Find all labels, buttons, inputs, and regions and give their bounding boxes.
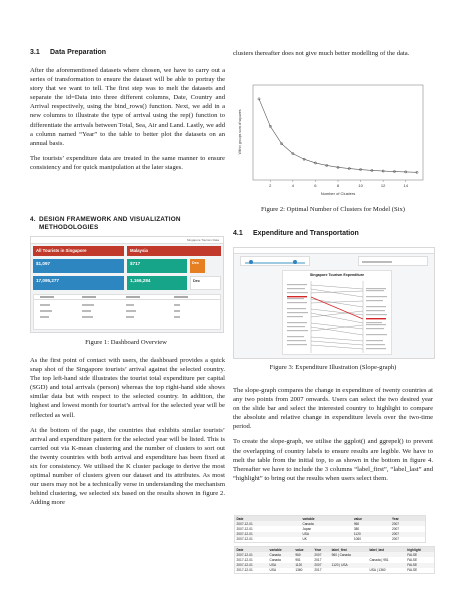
column-header: label_last <box>368 547 406 552</box>
tile-value: Dec <box>193 279 200 283</box>
x-tick-label: 14 <box>403 183 408 188</box>
plot-area <box>253 85 423 180</box>
slope-line <box>311 291 363 293</box>
slope-graph-description <box>233 386 433 483</box>
highlighted-slope-line <box>311 297 363 319</box>
continued-paragraph <box>233 49 433 58</box>
paragraph: The tourists’ expenditure data are treated in the same manner to ensure consistency and for quick manipulation at the later stages. <box>30 154 225 171</box>
dashboard-description <box>30 356 225 508</box>
tile-value: 1,166,284 <box>130 278 151 283</box>
figure-caption: Figure 3: Expenditure Illustration (Slope-graph) <box>269 364 397 371</box>
paragraph: At the bottom of the page, the countries that exhibits similar tourists’ arrival and expenditure pattern for the selected year will be listed. This is carried out via K-mean clustering and the number of clusters to sort out the twenty countries with both arrival and expenditure has been fixed at six for consistency. We utilised the K cluster package to derive the most optimal number of clusters given our dataset and its attributes. As most our users may not be a technically verse in understanding the mechanism behind clustering, we selected six based on the results shown in figure 2. Adding more <box>30 426 225 507</box>
slope-chart-title: Singapore Tourism Expenditure <box>309 273 365 277</box>
paragraph: clusters thereafter does not give much better modelling of the data. <box>233 50 410 57</box>
column-header: highlight <box>406 547 434 552</box>
highest-month-tile <box>190 259 205 273</box>
long-data-table <box>235 547 434 573</box>
slope-chart <box>283 279 391 355</box>
column-header: variable <box>301 516 352 521</box>
cluster-chart-figure <box>233 80 433 200</box>
wide-table-figure <box>234 515 426 543</box>
tile-value: Dec <box>192 261 199 265</box>
expenditure-tile <box>33 259 124 273</box>
column-header: Year <box>390 516 425 521</box>
section-body <box>30 66 225 172</box>
column-header: value <box>294 547 313 552</box>
table-cell: 1120 <box>352 532 390 537</box>
section-number: 3.1 <box>30 49 40 56</box>
figure-caption: Figure 2: Optimal Number of Clusters for Model (Six) <box>261 206 405 213</box>
dashboard-header-right <box>127 246 221 256</box>
table-cell: Canada <box>269 557 281 562</box>
wide-data-table <box>235 516 425 542</box>
slope-chart-panel <box>282 270 392 355</box>
section-heading <box>30 49 106 56</box>
x-tick-label: 4 <box>291 183 294 188</box>
table-cell: USA <box>268 563 294 568</box>
x-tick-label: 2 <box>269 183 272 188</box>
slope-line <box>311 313 363 323</box>
figure-caption: Figure 1: Dashboard Overview <box>85 339 167 346</box>
table-cell: USA <box>269 568 277 573</box>
table-cell: 1360 <box>295 568 303 573</box>
slider-handle[interactable] <box>249 260 253 264</box>
tile-value: $717 <box>130 261 141 266</box>
table-cell: 1120 <box>294 563 313 568</box>
table-cell: 2017 <box>314 557 322 562</box>
table-cell: UK <box>302 537 307 542</box>
section-title: DESIGN FRAMEWORK AND VISUALIZATION <box>39 216 181 223</box>
column-header: value <box>352 516 390 521</box>
lowest-month-tile <box>190 276 221 290</box>
section-title-continued: METHODOLOGIES <box>39 224 99 231</box>
table-cell: USA <box>301 532 352 537</box>
x-axis-label: Number of Clusters <box>320 191 356 196</box>
slope-line <box>311 341 363 345</box>
country-expenditure-tile <box>127 259 187 273</box>
table-cell: 1060 <box>353 537 361 542</box>
tile-value: 17,095,277 <box>36 278 59 283</box>
slope-line <box>311 337 363 341</box>
x-tick-label: 6 <box>314 183 317 188</box>
table-cell: 2017 <box>314 568 322 573</box>
column-header: variable <box>268 547 294 552</box>
dashboard-header-left-title: All Tourists in Singapore <box>36 248 87 253</box>
table-cell: 960 <box>294 552 313 557</box>
table-cell: 2007 <box>391 537 400 542</box>
section-title: Expenditure and Transportation <box>253 230 359 237</box>
table-cell: 2017-12-01 <box>236 557 253 562</box>
table-cell: 2007 <box>391 526 400 531</box>
table-row <box>235 568 434 573</box>
column-header: Date <box>235 516 301 521</box>
table-cell: 1120 | USA <box>330 563 368 568</box>
slope-line <box>311 285 363 289</box>
table-cell: Canada <box>268 552 294 557</box>
slope-line <box>311 301 363 303</box>
cluster-table <box>33 294 221 330</box>
table-cell <box>330 568 368 573</box>
table-cell: 2007 <box>313 563 330 568</box>
table-cell: 2017-12-01 <box>236 568 253 573</box>
table-cell: 2007-12-01 <box>235 521 301 526</box>
elbow-chart <box>233 80 433 200</box>
tile-value: $1,097 <box>36 261 51 266</box>
slope-line <box>311 345 363 349</box>
table-cell: 2007-12-01 <box>235 563 268 568</box>
table-cell: 2007-12-01 <box>236 537 253 542</box>
dashboard-figure <box>30 236 224 333</box>
paragraph: The slope-graph compares the change in expenditure of twenty countries at any two points from 2007 onwards. Users can select the two desired year on the slide bar and select the interested country to highlight to compare the absolute and relative change in expenditure levels over the two-time period. <box>233 387 433 431</box>
table-cell: USA | 1360 <box>369 568 386 573</box>
slope-graph-figure <box>233 247 435 359</box>
paragraph: To create the slope-graph, we utilise the ggplot() and ggrepel() to prevent the overlapping of country labels to ensure results are legible. We have to melt the table from the initial top, to as shown in the bottom in figure 4. Thereafter we have to include the 3 columns “label_first”, “label_last” and “highlight” to bring out the results when users select them. <box>233 438 433 482</box>
column-header: Date <box>235 547 268 552</box>
x-tick-label: 12 <box>380 183 386 188</box>
long-table-figure <box>234 546 435 574</box>
table-cell: 2007 <box>390 521 425 526</box>
section-number: 4.1 <box>233 230 243 237</box>
table-cell: 2007-12-01 <box>235 552 268 557</box>
column-header: Year <box>313 547 330 552</box>
x-tick-label: 10 <box>358 183 363 188</box>
paragraph: After the aforementioned datasets where chosen, we have to carry out a series of transformation to ensure the dataset will be able to portray the story that we want to tell. The first step was to melt the datasets and separate the id=Data into three different columns, Date, Country and Arrival respectively, using the bind_rows() function. Next, we add in a new columns to illustrate the type of arrival using the rep() function to differentiate the arrivals between Total, Sea, Air and Land. Lastly, we add a column named “Year” to the table to better plot the datasets on an annual basis. <box>30 67 225 147</box>
table-cell: 380 <box>353 526 360 531</box>
table-cell: 2007-12-01 <box>236 526 253 531</box>
year-slider[interactable] <box>240 256 310 266</box>
column-header: label_first <box>330 547 368 552</box>
table-cell: 2007 <box>390 532 425 537</box>
dashboard-header-right-title: Malaysia <box>130 248 148 253</box>
table-cell: 960 <box>352 521 390 526</box>
table-cell: Canada | 951 <box>369 557 389 562</box>
table-cell: 2007 <box>313 552 330 557</box>
table-cell: FALSE <box>407 557 418 562</box>
paragraph: As the first point of contact with users, the dashboard provides a quick snap shot of the Singapore tourists’ arrival against the selected country. The top left-hand side illustrates the tourist total expenditure per capital (SGD) and total arrivals (person) whereas the top right-hand side shows similar data but with respect to the selected country. In addition, the highest and lowest month for tourist’s arrival for the selected year will be reflected as well. <box>30 357 225 419</box>
section-heading <box>233 230 359 237</box>
section-heading <box>30 216 181 232</box>
dashboard-header-left <box>33 246 124 256</box>
country-select[interactable] <box>358 256 428 266</box>
section-title: Data Preparation <box>50 49 107 56</box>
table-cell: 960 | Canada <box>330 552 368 557</box>
arrivals-tile <box>33 276 124 290</box>
slope-line <box>311 289 363 297</box>
country-arrivals-tile <box>127 276 187 290</box>
table-cell: FALSE <box>406 563 434 568</box>
section-number: 4. <box>30 216 36 223</box>
table-cell: 2007-12-01 <box>235 532 301 537</box>
slider-handle[interactable] <box>293 260 297 264</box>
dashboard-topbar-label: Singapore Tourism Data <box>186 238 219 242</box>
table-cell: FALSE <box>407 568 418 573</box>
table-cell: 951 <box>295 557 301 562</box>
table-cell: FALSE <box>406 552 434 557</box>
table-cell: Japan <box>302 526 312 531</box>
dashboard-topbar <box>31 237 223 244</box>
y-axis-label: Within groups sum of squares <box>238 109 242 155</box>
x-tick-label: 8 <box>336 183 340 188</box>
table-row <box>235 537 425 542</box>
table-cell: Canada <box>301 521 352 526</box>
